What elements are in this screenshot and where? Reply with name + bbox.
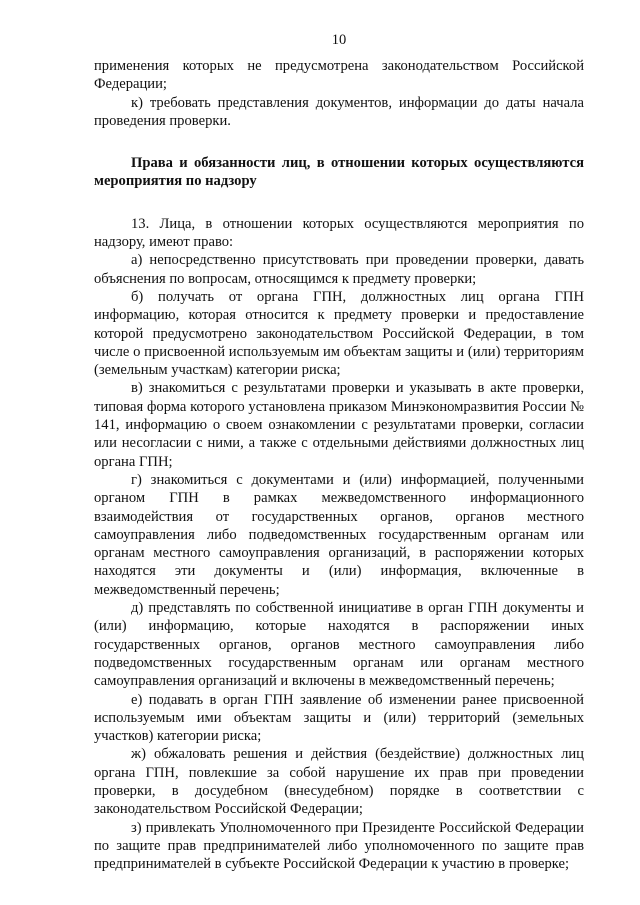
paragraph-item-e: е) подавать в орган ГПН заявление об изменении ранее присвоенной используемым ими объектам защиты и (или) территорий (земельных участков) категории риска; (94, 691, 584, 745)
paragraph-item-b: б) получать от органа ГПН, должностных лиц органа ГПН информацию, которая относится к предмету проверки и предоставление которой предусмотрено законодательством Российской Федерации, в том числе о присвоенной используемым им объектам защиты и (или) территориям (земельным участкам) категории риска; (94, 288, 584, 379)
paragraph-13: 13. Лица, в отношении которых осуществляются мероприятия по надзору, имеют право: (94, 215, 584, 251)
paragraph-item-g: г) знакомиться с документами и (или) информацией, полученными органом ГПН в рамках межведомственного информационного взаимодействия от государственных органов, органов местного самоуправления либо подведомственных государственным органам или органам местного самоуправления организаций, в распоряжении которых находятся эти документы и (или) информация, включенные в межведомственный перечень; (94, 471, 584, 598)
paragraph-item-v: в) знакомиться с результатами проверки и указывать в акте проверки, типовая форма которого установлена приказом Минэкономразвития России № 141, информацию о своем ознакомлении с результатами проверки, согласии или несогласии с ними, а также с отдельными действиями должностных лиц органа ГПН; (94, 380, 584, 470)
paragraph-item-d: д) представлять по собственной инициативе в орган ГПН документы и (или) информацию, которые находятся в распоряжении иных государственных органов, органов местного самоуправления либо подведомственных государственным органам или органам местного самоуправления организаций и включены в межведомственный перечень; (94, 600, 584, 690)
paragraph-continuation: применения которых не предусмотрена законодательством Российской Федерации; (94, 58, 584, 93)
paragraph-item-k: к) требовать представления документов, информации до даты начала проведения проверки. (94, 94, 584, 129)
paragraph-item-zh: ж) обжаловать решения и действия (бездействие) должностных лиц органа ГПН, повлекшие за собой нарушение их прав при проведении проверки, в досудебном (внесудебном) порядке в соответствии с законодательством Российской Федерации; (94, 746, 584, 818)
page-number: 10 (331, 32, 347, 48)
paragraph-item-z: з) привлекать Уполномоченного при Президенте Российской Федерации по защите прав предпринимателей либо уполномоченного по защите прав предпринимателей в субъекте Российской Федерации к участию в проверке; (94, 819, 584, 873)
section-heading: Права и обязанности лиц, в отношении которых осуществляются мероприятия по надзору (94, 155, 584, 190)
paragraph-item-a: а) непосредственно присутствовать при проведении проверки, давать объяснения по вопросам, относящимся к предмету проверки; (94, 252, 584, 287)
